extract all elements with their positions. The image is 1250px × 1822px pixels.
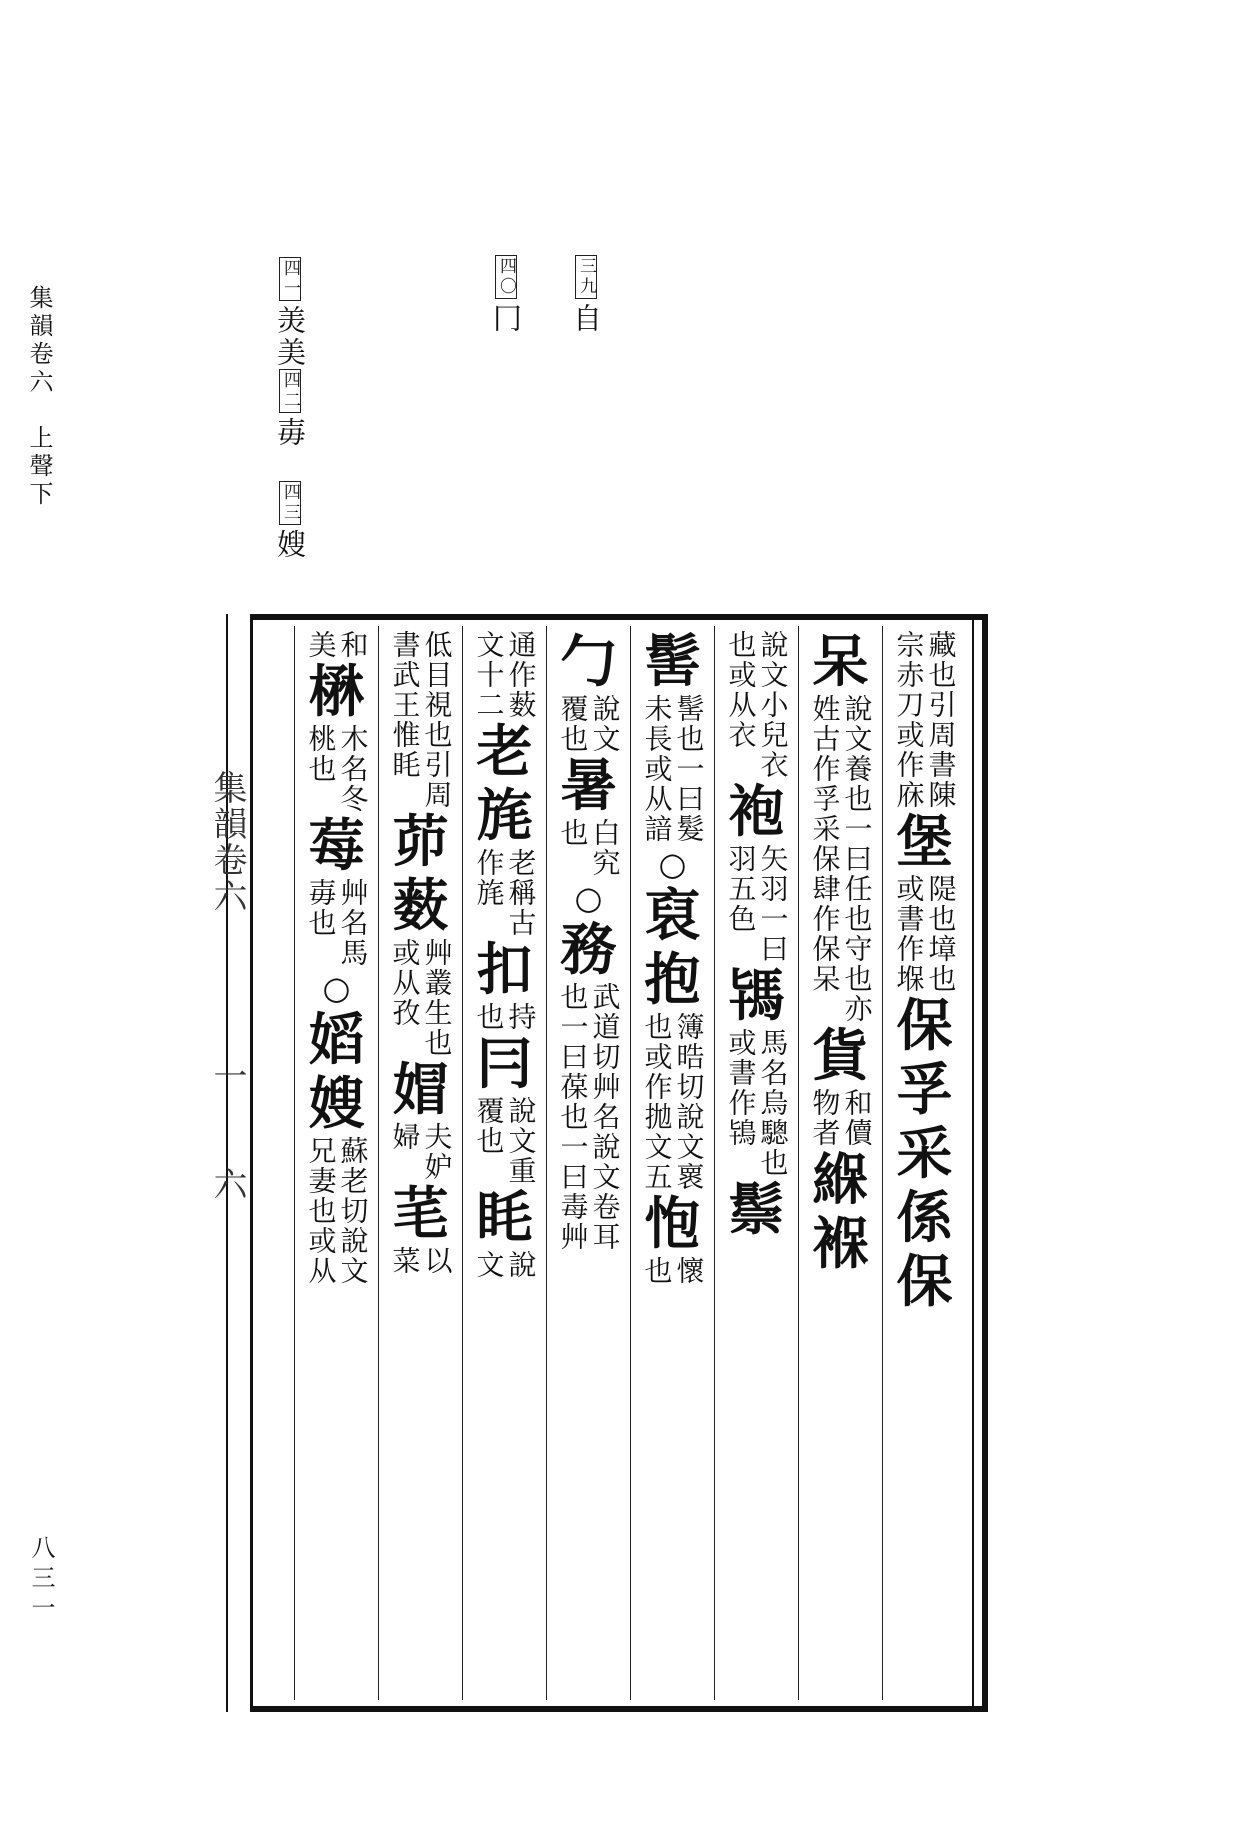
headword: 堡 bbox=[896, 809, 953, 875]
gloss-left-line: 羽五色 bbox=[724, 844, 758, 934]
gloss-right-line: 說 bbox=[504, 1250, 538, 1280]
note-marker: 四二 bbox=[280, 371, 300, 411]
gloss-left-line: 也或作拋文五 bbox=[640, 1012, 674, 1192]
gloss-left-line: 物者 bbox=[808, 1088, 842, 1148]
gloss-annotation bbox=[558, 982, 620, 1252]
collation-note-39 bbox=[566, 255, 607, 335]
headword: 孚 bbox=[896, 1057, 953, 1123]
gloss-left-line: 文 bbox=[472, 1250, 506, 1280]
gloss-annotation bbox=[306, 724, 368, 814]
gloss-left-line: 或書作堢 bbox=[892, 874, 926, 994]
gloss-right-line: 艸叢生也 bbox=[420, 938, 454, 1058]
block-center-column: 集韻卷六 一 六 bbox=[207, 770, 247, 1202]
gloss-annotation bbox=[894, 630, 956, 810]
gloss-annotation bbox=[474, 630, 536, 720]
note-text: 自 bbox=[569, 303, 603, 335]
gloss-annotation bbox=[474, 1096, 536, 1186]
headword: 務 bbox=[560, 917, 617, 983]
section-circle-mark: ○ bbox=[658, 845, 687, 883]
gloss-left-line: 也 bbox=[556, 818, 590, 848]
gloss-left-line: 或从孜 bbox=[388, 938, 422, 1028]
page-number: 八三一 bbox=[27, 1535, 55, 1625]
gloss-right-line: 老稱古 bbox=[504, 848, 538, 938]
text-column-6 bbox=[462, 626, 546, 1700]
gloss-right-line: 以 bbox=[420, 1246, 454, 1276]
text-column-4 bbox=[630, 626, 714, 1700]
headword: 媢 bbox=[392, 1057, 449, 1123]
text-column-2 bbox=[798, 626, 882, 1700]
section-circle-mark: ○ bbox=[574, 879, 603, 917]
running-head: 集韻卷六 上聲下 bbox=[25, 285, 53, 509]
gloss-right-line: 通作薮 bbox=[504, 630, 538, 720]
gloss-right-line: 說文小兒衣 bbox=[756, 630, 790, 780]
headword: 鬃 bbox=[728, 1177, 785, 1243]
headword: 眊 bbox=[476, 1185, 533, 1251]
gloss-annotation bbox=[726, 1028, 788, 1178]
gloss-annotation bbox=[726, 630, 788, 780]
gloss-left-line: 兄妻也或从 bbox=[304, 1136, 338, 1286]
gloss-right-line: 髺也一曰髮 bbox=[672, 694, 706, 844]
headword: 貨 bbox=[812, 1023, 869, 1089]
headword: 袍 bbox=[728, 779, 785, 845]
gloss-annotation bbox=[306, 1136, 368, 1286]
gloss-left-line: 也或从衣 bbox=[724, 630, 758, 750]
gloss-right-line: 馬名烏驄也 bbox=[756, 1028, 790, 1178]
gloss-left-line: 覆也 bbox=[556, 694, 590, 754]
headword: 暑 bbox=[560, 753, 617, 819]
text-column-8 bbox=[294, 626, 378, 1700]
gloss-annotation bbox=[726, 844, 788, 964]
gloss-annotation bbox=[390, 1246, 452, 1276]
headword: 莓 bbox=[308, 813, 365, 879]
headword: 冃 bbox=[476, 1031, 533, 1097]
gloss-annotation bbox=[390, 1122, 452, 1182]
headword: 抱 bbox=[644, 947, 701, 1013]
headword: 褓 bbox=[812, 1211, 869, 1277]
headword: 嫍 bbox=[308, 1007, 365, 1073]
gloss-right-line: 蘇老切說文 bbox=[336, 1136, 370, 1286]
headword: 嫂 bbox=[308, 1071, 365, 1137]
inner-rule bbox=[972, 620, 974, 1706]
gloss-annotation bbox=[894, 874, 956, 994]
note-text: 冂 bbox=[489, 303, 523, 335]
gloss-left-line: 文十二 bbox=[472, 630, 506, 720]
headword: 采 bbox=[896, 1121, 953, 1187]
gloss-right-line: 說文重 bbox=[504, 1096, 538, 1186]
headword: 楙 bbox=[308, 659, 365, 725]
headword: 係 bbox=[896, 1185, 953, 1251]
gloss-annotation bbox=[390, 938, 452, 1058]
gloss-annotation bbox=[558, 694, 620, 754]
gloss-right-line: 矢羽一曰 bbox=[756, 844, 790, 964]
gloss-annotation bbox=[642, 1012, 704, 1192]
text-column-5 bbox=[546, 626, 630, 1700]
gloss-left-line: 覆也 bbox=[472, 1096, 506, 1156]
headword: 扣 bbox=[476, 937, 533, 1003]
gloss-right-line: 和 bbox=[336, 630, 370, 660]
gloss-right-line: 懷 bbox=[672, 1256, 706, 1286]
collation-note-40 bbox=[486, 255, 527, 335]
gloss-right-line: 白究 bbox=[588, 818, 622, 878]
headword: 旄 bbox=[476, 783, 533, 849]
gloss-right-line: 簿晧切說文褱 bbox=[672, 1012, 706, 1192]
headword: 駂 bbox=[728, 963, 785, 1029]
gloss-annotation bbox=[642, 694, 704, 844]
note-marker: 四〇 bbox=[496, 257, 516, 297]
headword: 保 bbox=[896, 993, 953, 1059]
gloss-annotation bbox=[474, 1002, 536, 1032]
gloss-left-line: 美 bbox=[304, 630, 338, 660]
headword: 薮 bbox=[392, 873, 449, 939]
section-circle-mark: ○ bbox=[322, 969, 351, 1007]
gloss-left-line: 也一曰葆也一曰毒艸 bbox=[556, 982, 590, 1252]
gloss-right-line: 武道切艸名說文卷耳 bbox=[588, 982, 622, 1252]
gloss-annotation bbox=[474, 1250, 536, 1280]
gloss-right-line: 藏也引周書陳 bbox=[924, 630, 958, 810]
gloss-left-line: 書武王惟眊 bbox=[388, 630, 422, 780]
gloss-left-line: 姓古作孚采保肆作保呆 bbox=[808, 694, 842, 994]
gloss-left-line: 毐也 bbox=[304, 878, 338, 938]
gloss-right-line: 低目視也引周 bbox=[420, 630, 454, 810]
headword: 髺 bbox=[644, 629, 701, 695]
gloss-left-line: 婦 bbox=[388, 1122, 422, 1152]
gloss-left-line: 未長或从諳 bbox=[640, 694, 674, 844]
note-marker: 四三 bbox=[280, 483, 300, 523]
gloss-annotation bbox=[810, 1088, 872, 1148]
gloss-right-line: 艸名馬 bbox=[336, 878, 370, 968]
gloss-right-line: 說文養也一曰任也守也亦 bbox=[840, 694, 874, 1024]
note-marker: 四一 bbox=[280, 259, 300, 299]
headword: 勹 bbox=[560, 629, 617, 695]
gloss-left-line: 也 bbox=[472, 1002, 506, 1032]
headword: 茆 bbox=[392, 809, 449, 875]
headword: 緥 bbox=[812, 1147, 869, 1213]
headword: 芼 bbox=[392, 1181, 449, 1247]
note-text: 羙美 bbox=[273, 305, 307, 369]
headword: 保 bbox=[896, 1249, 953, 1315]
headword: 老 bbox=[476, 719, 533, 785]
gloss-left-line: 作旄 bbox=[472, 848, 506, 908]
gloss-right-line: 隄也墇也 bbox=[924, 874, 958, 994]
gloss-left-line: 或書作鴇 bbox=[724, 1028, 758, 1148]
headword: 呆 bbox=[812, 629, 869, 695]
gloss-right-line: 和儥 bbox=[840, 1088, 874, 1148]
collation-note-41-43 bbox=[270, 257, 311, 561]
headword: 裒 bbox=[644, 883, 701, 949]
text-column-3 bbox=[714, 626, 798, 1700]
gloss-right-line: 木名冬 bbox=[336, 724, 370, 814]
gloss-right-line: 說文 bbox=[588, 694, 622, 754]
note-text: 毐 bbox=[273, 417, 307, 449]
gloss-annotation bbox=[810, 694, 872, 1024]
gloss-right-line: 夫妒 bbox=[420, 1122, 454, 1182]
note-text: 嫂 bbox=[273, 529, 307, 561]
gloss-annotation bbox=[642, 1256, 704, 1286]
text-column-1 bbox=[882, 626, 966, 1700]
gloss-left-line: 桃也 bbox=[304, 724, 338, 784]
text-column-7 bbox=[378, 626, 462, 1700]
gloss-right-line: 持 bbox=[504, 1002, 538, 1032]
headword: 怉 bbox=[644, 1191, 701, 1257]
gloss-annotation bbox=[390, 630, 452, 810]
gloss-annotation bbox=[306, 878, 368, 968]
gloss-left-line: 菜 bbox=[388, 1246, 422, 1276]
note-marker: 三九 bbox=[576, 257, 596, 297]
gloss-annotation bbox=[306, 630, 368, 660]
gloss-left-line: 也 bbox=[640, 1256, 674, 1286]
gloss-annotation bbox=[474, 848, 536, 938]
gloss-annotation bbox=[558, 818, 620, 878]
gloss-left-line: 宗赤刀或作庥 bbox=[892, 630, 926, 810]
